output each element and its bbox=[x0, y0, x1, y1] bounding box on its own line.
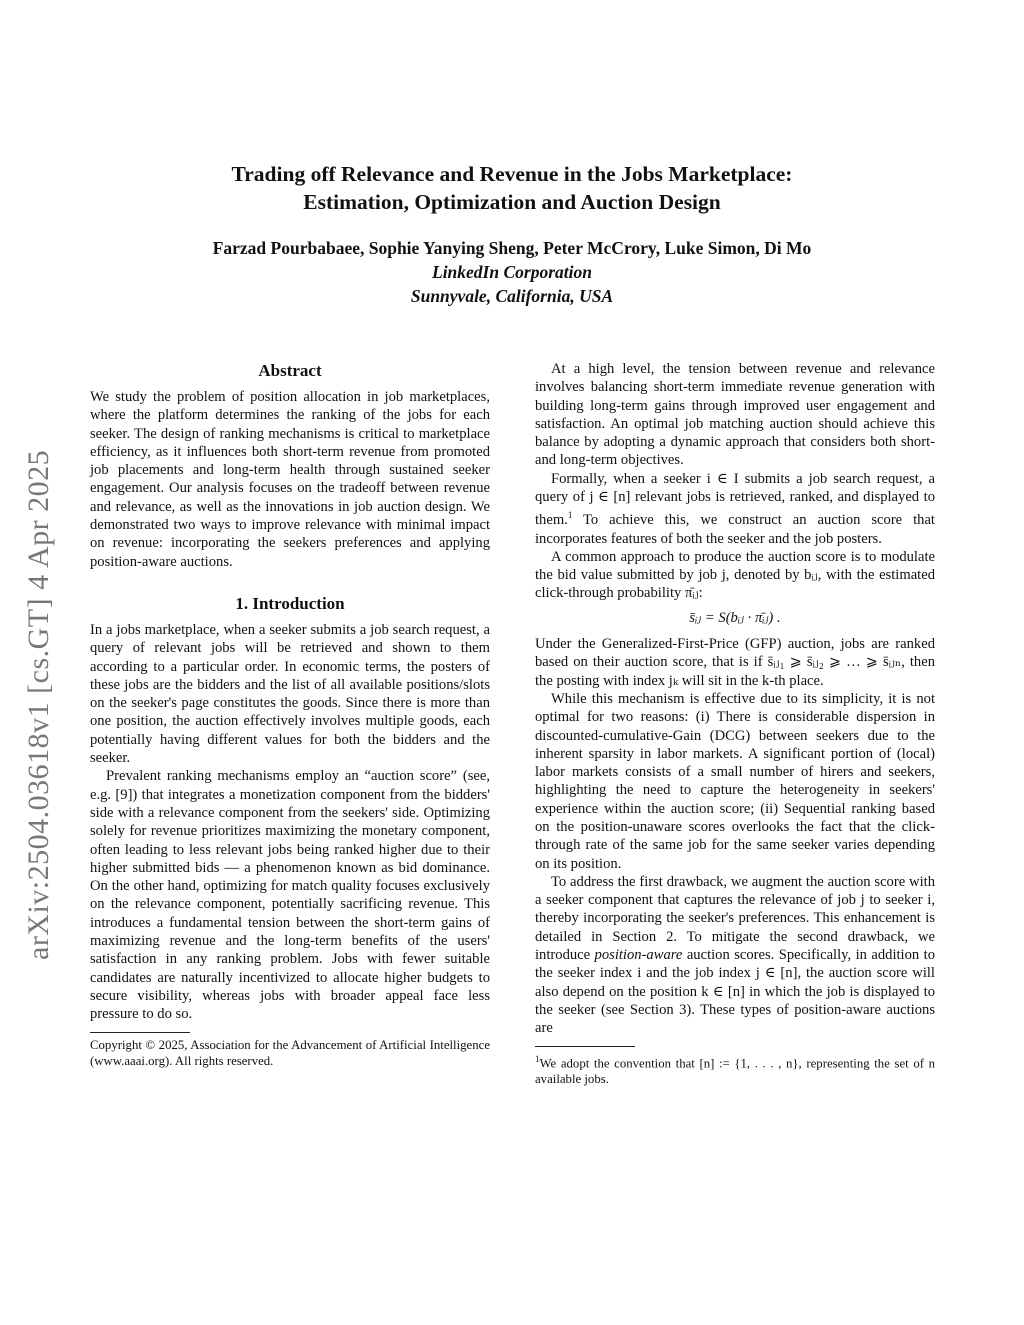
copyright-notice: Copyright © 2025, Association for the Advancement of Artificial Intelligence (www.aaai.org). All rights reserved. bbox=[90, 1037, 490, 1068]
right-paragraph-3: A common approach to produce the auction score is to modulate the bid value submitted by job j, denoted by bᵢⱼ, with the estimated click-through probability π̄ᵢⱼ: bbox=[535, 548, 935, 602]
right-paragraph-2-text: Formally, when a seeker i ∈ I submits a job search request, a query of j ∈ [n] relevant jobs is retrieved, ranked, and displayed to them. bbox=[535, 470, 935, 529]
abstract-heading: Abstract bbox=[258, 361, 322, 380]
author-block bbox=[90, 236, 934, 308]
intro-paragraph-1: In a jobs marketplace, when a seeker submits a job search request, a query of relevant jobs will be retrieved and shown to them according to a particular order. In economic terms, the posters of these jobs are the bidders and the list of all available positions/slots on the seeker's page constitutes the goods. Since there is more than one position, the auction effectively involves multiple goods, each potentially having different values for both the bidders and the seeker. bbox=[90, 621, 490, 767]
footnote-rule bbox=[90, 1032, 190, 1033]
right-paragraph-5: While this mechanism is effective due to its simplicity, it is not optimal for two reasons: (i) There is considerable dispersion in discounted-cumulative-Gain (DCG) between seekers due to the inherent sparsity in labor markets. A significant portion of (local) labor markets consists of a small number of hirers and seekers, highlighting the need to capture the heterogeneity in seekers' experience within the auction score; (ii) Sequential ranking based on the position-unaware scores overlooks the fact that the click-through rate of the same job for the same seeker varies depending on its position. bbox=[535, 690, 935, 872]
right-paragraph-2-tail: To achieve this, we construct an auction score that incorporates features of both the seeker and the job posters. bbox=[535, 512, 935, 547]
right-paragraph-6 bbox=[535, 873, 935, 1038]
affiliation-location: Sunnyvale, California, USA bbox=[410, 286, 614, 306]
right-paragraph-6-b: auction scores. Specifically, in addition to the seeker index i and the job index j ∈ [n], the auction score will also depend on the position k ∈ [n] in which the job is displayed to the seeker (see Section 3). These types of position-aware auctions are bbox=[535, 947, 935, 1037]
intro-paragraph-2: Prevalent ranking mechanisms employ an “auction score” (see, e.g. [9]) that integrates a monetization component from the bidders' side with a relevance component from the seekers' side. Optimizing solely for revenue prioritizes maximizing the monetary component, often leading to less relevant jobs being ranked higher due to their higher submitted bids — a phenomenon known as bid dominance. On the other hand, optimizing for match quality focuses exclusively on the relevance component, potentially sacrificing revenue. This introduces a fundamental tension between the short-term gains of maximizing revenue and the long-term benefits of the users' satisfaction in any ranking problem. Jobs with fewer suitable candidates are naturally incentivized to allocate higher budgets to secure visibility, whereas jobs with broader appeal face less pressure to do so. bbox=[90, 768, 490, 1023]
right-paragraph-4: Under the Generalized-First-Price (GFP) auction, jobs are ranked based on their auction score, that is if s̄ᵢⱼ₁ ⩾ s̄ᵢⱼ₂ ⩾ … ⩾ s̄ᵢⱼₙ, then the posting with index jₖ will sit in the k-th place. bbox=[535, 636, 935, 689]
footnote-rule-right bbox=[535, 1046, 635, 1047]
footnote-text: We adopt the convention that [n] := {1, . . . , n}, representing the set of n available jobs. bbox=[535, 1055, 935, 1086]
abstract-text: We study the problem of position allocation in job marketplaces, where the platform determines the ranking of the jobs for each seeker. The design of ranking mechanisms is critical to marketplace efficiency, as it influences both short-term revenue from promoted job placements and long-term health through sustained seeker engagement. Our analysis focuses on the tradeoff between revenue and relevance, as well as the innovations in job auction design. We demonstrated two ways to improve relevance with minimal impact on revenue: incorporating the seekers preferences and applying position-aware auctions. bbox=[90, 389, 490, 570]
paper-title bbox=[110, 160, 914, 216]
title-line-2: Estimation, Optimization and Auction Design bbox=[303, 190, 721, 214]
left-column bbox=[90, 360, 490, 1069]
right-paragraph-6-a: To address the first drawback, we augment the auction score with a seeker component that captures the relevance of job j to seeker i, thereby incorporating the seeker's preferences. This enhancement is detailed in Section 2. To mitigate the second drawback, we introduce bbox=[535, 873, 935, 964]
right-column bbox=[535, 360, 935, 1087]
footnote-1 bbox=[535, 1051, 935, 1087]
position-aware-emphasis: position-aware bbox=[594, 947, 683, 964]
arxiv-sidebar-stamp: arXiv:2504.03618v1 [cs.GT] 4 Apr 2025 bbox=[22, 449, 55, 960]
right-paragraph-1: At a high level, the tension between revenue and relevance involves balancing short-term immediate revenue generation with building long-term gains through improved user engagement and satisfaction. An optimal job matching auction should achieve this balance by adopting a dynamic approach that considers both short- and long-term objectives. bbox=[535, 361, 935, 469]
introduction-heading: 1. Introduction bbox=[235, 593, 345, 613]
auction-score-equation: s̄ᵢⱼ = S(bᵢⱼ · π̄ᵢⱼ) . bbox=[689, 609, 781, 626]
footnote-number: 1 bbox=[535, 1053, 540, 1064]
right-paragraph-2 bbox=[535, 470, 935, 548]
affiliation-org: LinkedIn Corporation bbox=[432, 262, 592, 282]
author-names: Farzad Pourbabaee, Sophie Yanying Sheng, Peter McCrory, Luke Simon, Di Mo bbox=[212, 238, 812, 258]
footnote-marker: 1 bbox=[567, 510, 573, 521]
title-line-1: Trading off Relevance and Revenue in the Jobs Marketplace: bbox=[231, 162, 793, 186]
